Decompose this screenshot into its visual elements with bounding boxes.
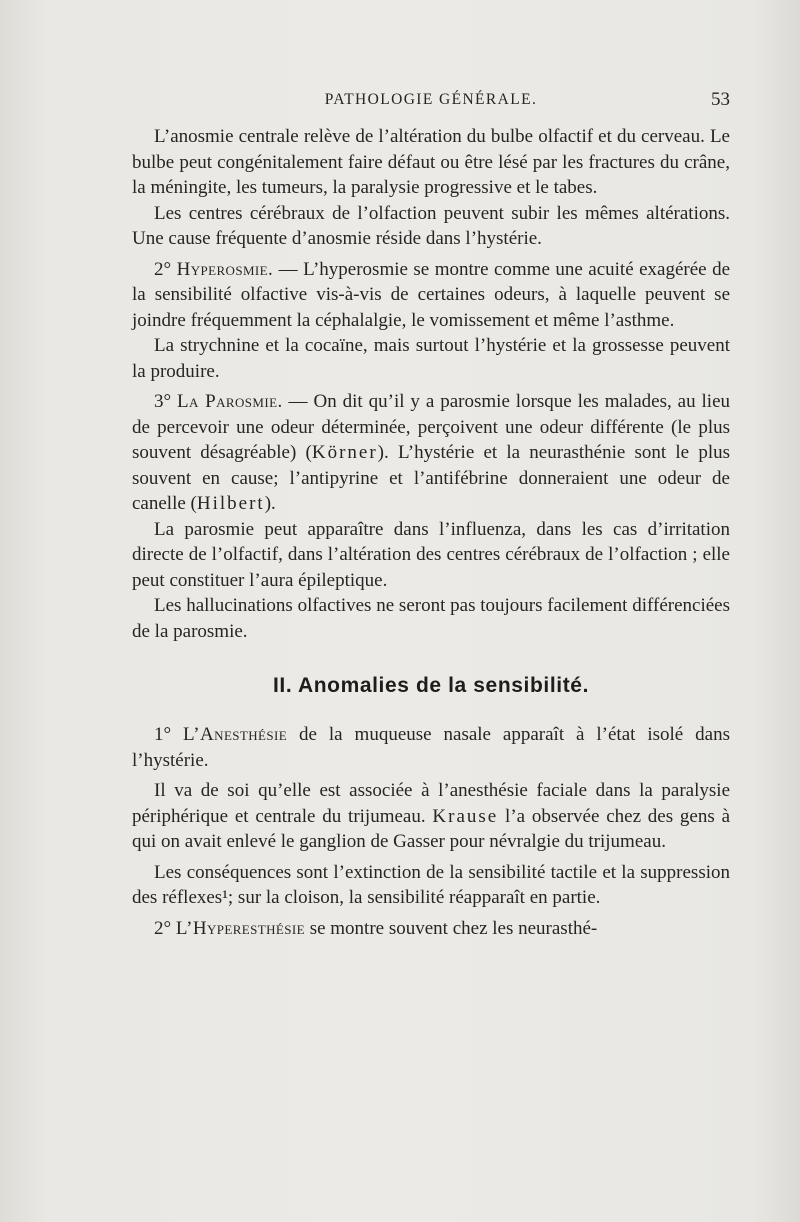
page-number: 53 <box>711 89 730 110</box>
section-heading: II. Anomalies de la sensibilité. <box>272 674 590 697</box>
running-title: PATHOLOGIE GÉNÉRALE. <box>324 91 538 108</box>
running-head <box>132 88 730 112</box>
paragraph-text: ). L’hystérie et la neurasthénie sont le plus souvent en cause; l’antipyrine et l’antifébrine donneraient une odeur de canelle ( <box>132 442 730 514</box>
paragraph-parosmia <box>132 389 730 517</box>
item-number: 2° <box>154 258 172 280</box>
term-hyperosmia: Hyperosmie. <box>176 258 274 280</box>
item-number: 1° <box>154 724 172 745</box>
term-hyperesthesia: L’Hyperesthésie <box>175 917 305 939</box>
paragraph-hyperosmia <box>132 257 730 334</box>
paragraph-text: de la muqueuse nasale apparaît à l’état isolé dans l’hystérie. <box>132 724 731 771</box>
paragraph-central-anosmia: L’anosmie centrale relève de l’altération du bulbe olfactif et du cerveau. Le bulbe peut congénitalement faire défaut ou être lésé par les fractures du crâne, la méningite, les tumeurs, la paralysie progressive et le tabes. <box>132 126 730 198</box>
paragraph-text: Il va de soi qu’elle est associée à l’anesthésie faciale dans la paralysie périphérique et centrale du trijumeau. <box>132 780 730 827</box>
term-parosmia: La Parosmie. <box>177 391 283 412</box>
author-korner: Körner <box>311 442 378 463</box>
paragraph-hyperesthesia <box>132 916 730 942</box>
paragraph-text: — On dit qu’il y a parosmie lorsque les malades, au lieu de percevoir une odeur déterminée, perçoivent une odeur différente (le plus souvent désagréable) ( <box>132 391 730 463</box>
paragraph-influenza: La parosmie peut apparaître dans l’influenza, dans les cas d’irritation directe de l’olfactif, dans l’altération des centres cérébraux de l’olfaction ; elle peut constituer l’aura épileptique. <box>132 518 730 591</box>
paragraph-text: se montre souvent chez les neurasthé- <box>304 917 598 939</box>
paragraph-hallucinations: Les hallucinations olfactives ne seront pas toujours facilement différenciées de la parosmie. <box>132 595 730 642</box>
author-krause: Krause <box>432 805 499 827</box>
paragraph-strychnine: La strychnine et la cocaïne, mais surtout l’hystérie et la grossesse peuvent la produire. <box>132 335 730 382</box>
body-text <box>132 124 730 941</box>
paragraph-cerebral-centres: Les centres cérébraux de l’olfaction peuvent subir les mêmes altérations. Une cause fréquente d’anosmie réside dans l’hystérie. <box>132 202 730 249</box>
item-number: 2° <box>154 917 172 939</box>
term-anesthesia: L’Anesthésie <box>183 724 288 745</box>
paragraph-text: — L’hyperosmie se montre comme une acuité exagérée de la sensibilité olfactive vis-à-vis de certaines odeurs, à laquelle peuvent se joindre fréquemment la céphalalgie, le vomissement et même l’asthme. <box>132 258 731 331</box>
paragraph-trigeminal <box>132 778 730 855</box>
author-hilbert: Hilbert <box>196 493 265 514</box>
paragraph-anesthesia <box>132 722 730 773</box>
item-number: 3° <box>154 391 172 412</box>
paragraph-consequences: Les conséquences sont l’extinction de la sensibilité tactile et la suppression des réflexes¹; sur la cloison, la sensibilité réapparaît en partie. <box>132 861 730 908</box>
paragraph-text: ). <box>264 493 276 514</box>
paragraph-text: l’a observée chez des gens à qui on avait enlevé le ganglion de Gasser pour névralgie du trijumeau. <box>132 805 730 852</box>
